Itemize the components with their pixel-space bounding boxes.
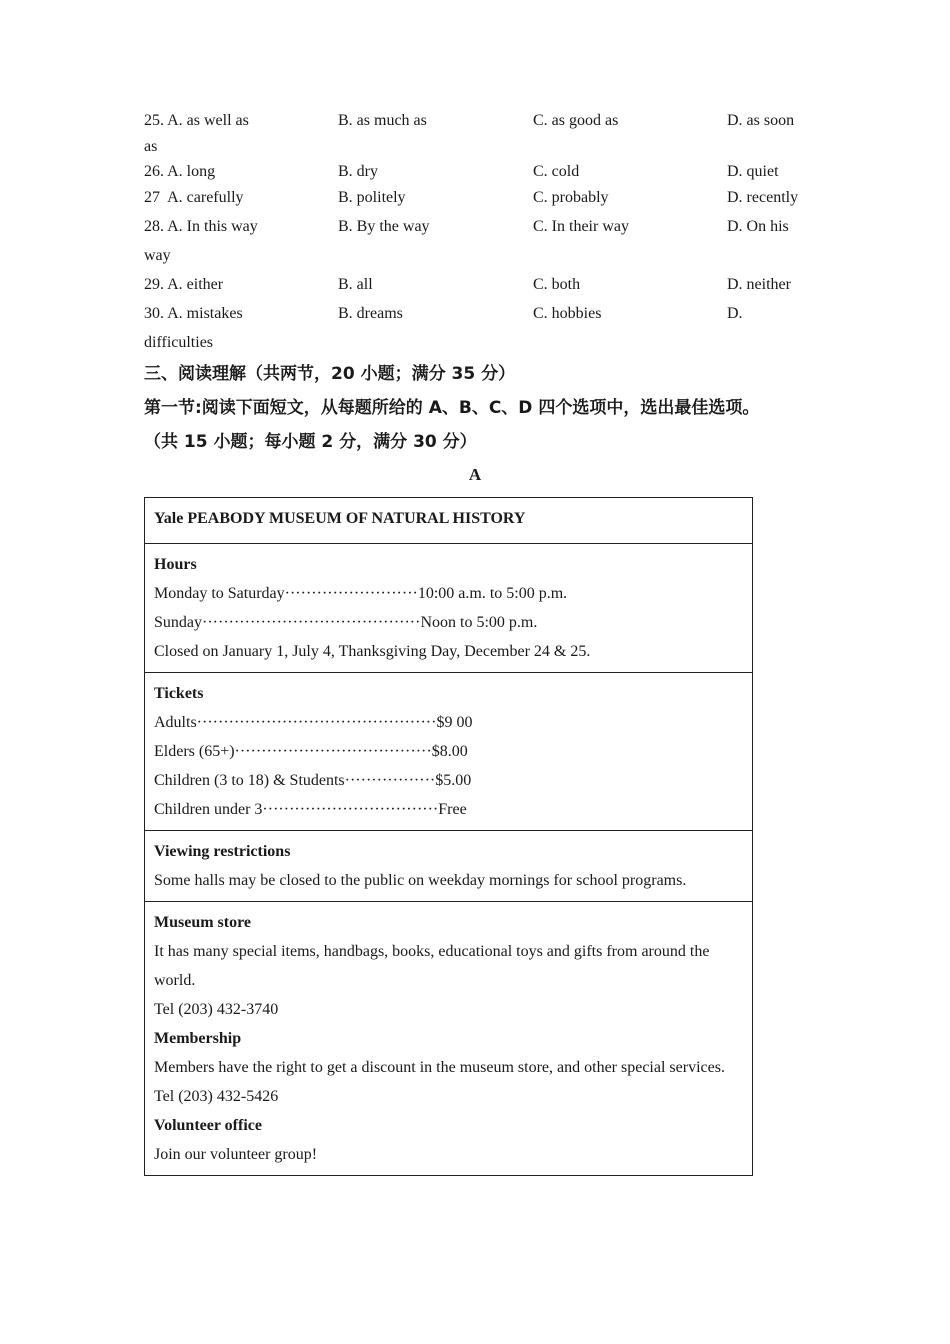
section-scoring: （共 15 小题；每小题 2 分，满分 30 分） xyxy=(144,432,477,452)
viewing-section xyxy=(145,831,753,902)
ticket-elders: Elders (65+)·····································$8.00 xyxy=(154,743,468,760)
store-membership-volunteer-section xyxy=(145,902,753,1176)
option-25-wrap-line xyxy=(144,132,834,161)
volunteer-heading: Volunteer office xyxy=(154,1117,262,1134)
question-30-options xyxy=(144,299,834,328)
option-30-c: C. hobbies xyxy=(533,305,602,322)
question-27-options xyxy=(144,183,834,212)
option-25-b: B. as much as xyxy=(338,112,427,129)
section-heading: 三、阅读理解（共两节，20 小题；满分 35 分） xyxy=(144,364,516,384)
hours-sunday: Sunday·········································Noon to 5:00 p.m. xyxy=(154,614,538,631)
hours-heading: Hours xyxy=(154,556,197,573)
option-25-wrap: as xyxy=(144,138,158,155)
option-25-c: C. as good as xyxy=(533,112,619,129)
membership-heading: Membership xyxy=(154,1030,242,1047)
option-26-a: 26. A. long xyxy=(144,163,216,180)
option-28-b: B. By the way xyxy=(338,218,430,235)
option-29-c: C. both xyxy=(533,276,581,293)
notice-title: Yale PEABODY MUSEUM OF NATURAL HISTORY xyxy=(145,498,753,544)
membership-text: Members have the right to get a discount in the museum store, and other special services. xyxy=(154,1059,725,1076)
question-29-options xyxy=(144,270,834,299)
ticket-adults: Adults·············································$9 00 xyxy=(154,714,473,731)
hours-weekday: Monday to Saturday·························10:00 a.m. to 5:00 p.m. xyxy=(154,585,568,602)
option-27-a: 27 A. carefully xyxy=(144,189,244,206)
option-28-wrap-line xyxy=(144,241,834,270)
option-25-d: D. as soon xyxy=(727,112,795,129)
option-29-a: 29. A. either xyxy=(144,276,224,293)
option-30-b: B. dreams xyxy=(338,305,403,322)
ticket-children-students: Children (3 to 18) & Students·················$5.00 xyxy=(154,772,472,789)
store-text: It has many special items, handbags, books, educational toys and gifts from around the world. xyxy=(154,943,710,989)
option-28-a: 28. A. In this way xyxy=(144,218,258,235)
ticket-children-under-3: Children under 3·································Free xyxy=(154,801,467,818)
tickets-heading: Tickets xyxy=(154,685,204,702)
option-28-wrap: way xyxy=(144,247,171,264)
membership-tel: Tel (203) 432-5426 xyxy=(154,1088,279,1105)
option-25-a: 25. A. as well as xyxy=(144,112,249,129)
tickets-section xyxy=(145,673,753,831)
exam-page xyxy=(144,110,834,1176)
option-26-b: B. dry xyxy=(338,163,378,180)
option-27-d: D. recently xyxy=(727,189,799,206)
option-28-c: C. In their way xyxy=(533,218,629,235)
option-28-d: D. On his xyxy=(727,218,789,235)
option-30-wrap: difficulties xyxy=(144,334,214,351)
option-30-a: 30. A. mistakes xyxy=(144,305,243,322)
question-28-options xyxy=(144,212,834,241)
store-heading: Museum store xyxy=(154,914,252,931)
option-30-d: D. xyxy=(727,305,743,322)
section-instruction: 第一节:阅读下面短文，从每题所给的 A、B、C、D 四个选项中，选出最佳选项。 xyxy=(144,398,760,418)
option-26-c: C. cold xyxy=(533,163,580,180)
question-25-options xyxy=(144,110,834,132)
option-29-b: B. all xyxy=(338,276,373,293)
option-29-d: D. neither xyxy=(727,276,791,293)
option-27-c: C. probably xyxy=(533,189,609,206)
viewing-text: Some halls may be closed to the public on weekday mornings for school programs. xyxy=(154,872,687,889)
hours-closed: Closed on January 1, July 4, Thanksgiving Day, December 24 & 25. xyxy=(154,643,591,660)
option-30-wrap-line xyxy=(144,328,834,357)
hours-section xyxy=(145,544,753,673)
volunteer-text: Join our volunteer group! xyxy=(154,1146,318,1163)
option-26-d: D. quiet xyxy=(727,163,779,180)
question-26-options xyxy=(144,161,834,183)
store-tel: Tel (203) 432-3740 xyxy=(154,1001,279,1018)
viewing-heading: Viewing restrictions xyxy=(154,843,291,860)
option-27-b: B. politely xyxy=(338,189,406,206)
passage-letter: A xyxy=(468,465,482,484)
museum-notice-table xyxy=(144,497,753,1176)
